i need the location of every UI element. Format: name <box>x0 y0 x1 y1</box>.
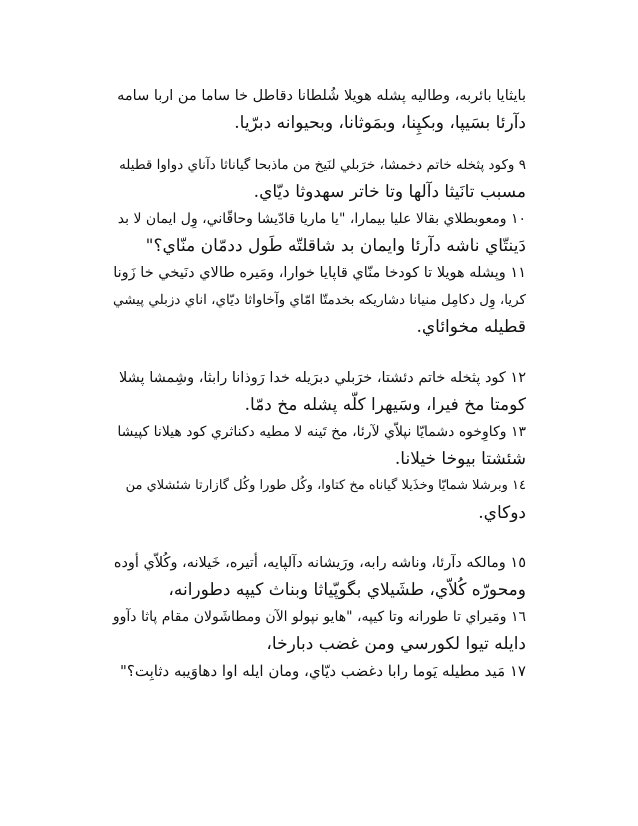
text-line: كومتا مخ فيرا، وسَيهرا كلّه پشله مخ دمّا. <box>244 395 526 415</box>
text-line: دوكاي. <box>478 503 526 523</box>
text-line: دآرئا بسَيپا، وبكپِنا، وبمَوثانا، وبحيوانه دبرّيا. <box>234 113 526 133</box>
verse-line: ١٦ ومَيراي تا طورانه وتا كيپه، "هايو نپولو الآن ومطاشَولان مقام پاثا دآوو <box>112 609 526 625</box>
verse-line: ٩ وكود پثخله خاتم دخمشا، خرَبلي لنَيخ من ماذبحا گياناثا دآناي دواوا قطيله <box>119 157 526 173</box>
verse-line: ١٤ وبرشلا شمايّا وخذَيلا گياناه مخ كتاوا، وكُل طورا وكُل گازارتا شئشلاي من <box>125 478 526 493</box>
verse-line: ١٠ ومعوبطلاي بقالا عليا بيمارا، "يا ماريا قادّيشا وحاقّاني، وِل ايمان لا بد <box>117 211 526 227</box>
verse-line: ١٧ مَيد مطيله يَوما رابا دغضب ديّاي، ومان ايله اوا دهاوَيبه دثابِت؟" <box>120 662 526 680</box>
text-line: كريا، وِل دكامِل منيانا دشاريكه بخدمتّا امّاي وآخاواثا ديّاي، اناي دزبلي پيشي <box>112 292 526 308</box>
verse-line: ١١ وپشله هويلا تا كودخا منّاي قاپايا خوارا، ومَيره طالاي دنَيخي خا زَونا <box>113 265 526 281</box>
text-line: دايله تيوا لكورسي ومن غضب دبارخا، <box>266 634 526 654</box>
text-line: مسبب تانَيثا دآلها وتا خاتر سهدوثا ديّاي. <box>253 182 526 202</box>
text-line: قطيله مخوائاي. <box>416 317 526 337</box>
verse-line: ١٢ كود پثخله خاتم دئشتا، خرَبلي دبرَيله خدا رَوذانا رابثا، وشِمشا پشلا <box>118 370 526 386</box>
verse-line: ١٣ وكاوِخوه دشمايّا نپلاّي لآرئا، مخ تَينه لا مطيه دكناثري كود هيلانا كپيشا <box>117 424 526 440</box>
text-line: بايثايا بائربه، وطاليه پشله هويلا شُلطانا دقاطل خا ساما من اربا سامه <box>117 88 526 104</box>
text-line: شئشتا بيوخا خيلانا. <box>394 449 526 469</box>
text-line: ومحورّه كُلاّي، طشَيلاي بگوپّياثا وبناث كيپه دطورانه، <box>168 580 526 600</box>
text-line: دَينتّاي ناشه دآرئا وايمان بد شاقلتّه طَول ددمّان منّاي؟" <box>145 236 526 256</box>
verse-line: ١٥ ومالكه دآرئا، وناشه رابه، ورَيشانه دآلپايه، أتيره، خَيلانه، وكُلاّي أوده <box>113 555 526 571</box>
